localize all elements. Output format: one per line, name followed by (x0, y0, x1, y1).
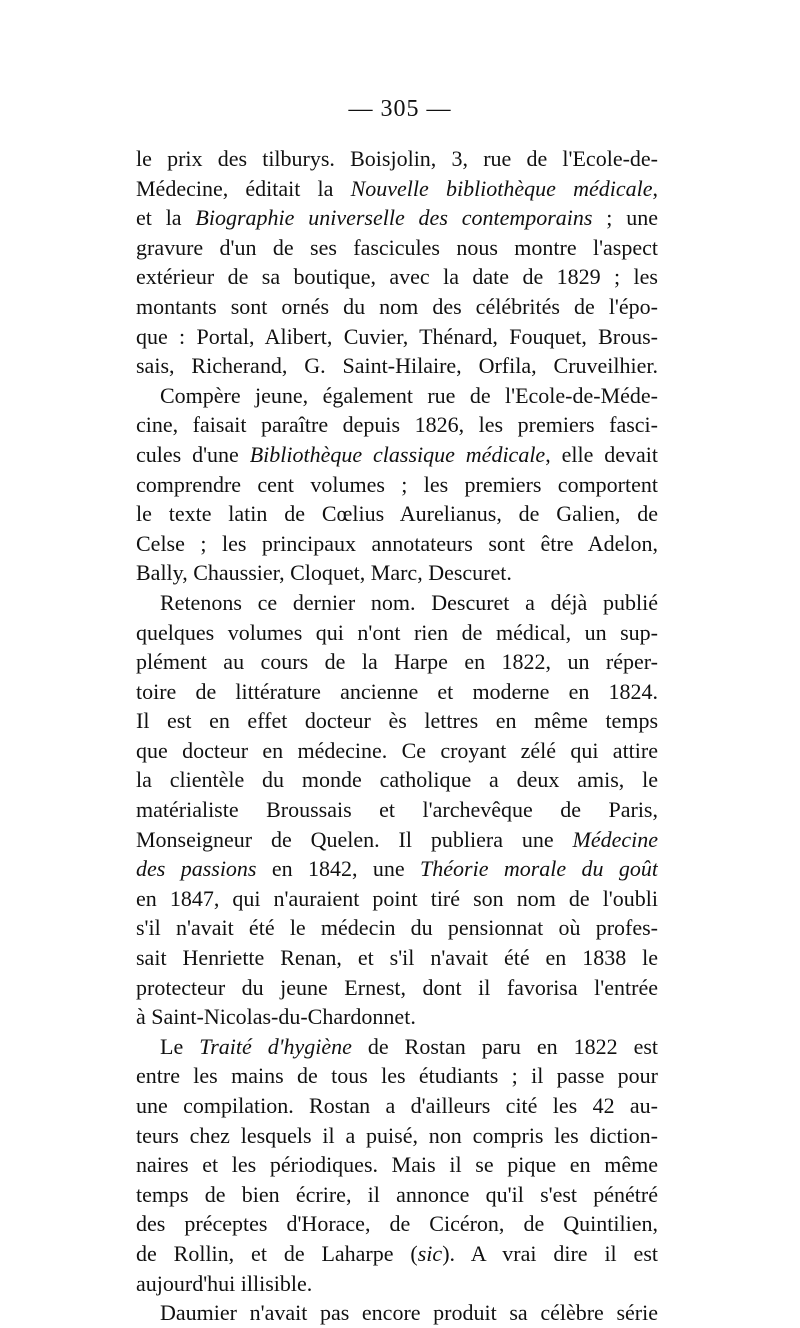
text-line: Bally, Chaussier, Cloquet, Marc, Descuret. (136, 560, 512, 586)
text-line: une compilation. Rostan a d'ailleurs cité les 42 au- (136, 1093, 658, 1118)
paragraph-5 (136, 1298, 658, 1328)
text-line: plément au cours de la Harpe en 1822, un réper- (136, 649, 658, 675)
text-line: protecteur du jeune Ernest, dont il favorisa l'entrée (136, 974, 658, 1000)
text-line: aujourd'hui illisible. (136, 1270, 313, 1296)
text-line: Retenons ce dernier nom. Descuret a déjà publié (160, 589, 658, 615)
text-line: en 1847, qui n'auraient point tiré son nom de l'oubli (136, 885, 658, 911)
paragraph-3 (136, 588, 658, 1032)
text-line: le texte latin de Cœlius Aurelianus, de Galien, de (136, 501, 658, 527)
paragraph-2 (136, 381, 658, 588)
text-line: et la Biographie universelle des contemporains ; une (136, 205, 658, 231)
italic-title: Bibliothèque classique médicale (249, 441, 546, 467)
text-line: Compère jeune, également rue de l'Ecole-de-Méde- (160, 382, 658, 408)
text-line: la clientèle du monde catholique a deux amis, le (136, 767, 658, 793)
text-line: sait Henriette Renan, et s'il n'avait été en 1838 le (136, 945, 658, 971)
text-line: des passions en 1842, une Théorie morale du goût (136, 856, 658, 882)
italic-title: Nouvelle bibliothèque médicale (350, 175, 653, 201)
text-line: Celse ; les principaux annotateurs sont être Adelon, (136, 530, 658, 556)
body-text (136, 144, 658, 1328)
text-line: quelques volumes qui n'ont rien de médical, un sup- (136, 619, 658, 645)
text-line: sais, Richerand, G. Saint-Hilaire, Orfila, Cruveilhier. (136, 353, 658, 379)
text-line: s'il n'avait été le médecin du pensionnat où profes- (136, 915, 658, 941)
italic-title: sic (417, 1240, 443, 1266)
text-line: toire de littérature ancienne et moderne en 1824. (136, 678, 658, 704)
text-line: comprendre cent volumes ; les premiers comportent (136, 471, 658, 497)
text-line: naires et les périodiques. Mais il se pique en même (136, 1152, 658, 1178)
italic-title: Biographie universelle des contemporains (195, 205, 593, 231)
italic-title: Théorie morale du goût (420, 856, 658, 882)
text-line: montants sont ornés du nom des célébrités de l'épo- (136, 293, 658, 319)
text-line: des préceptes d'Horace, de Cicéron, de Quintilien, (136, 1211, 658, 1237)
page-number: — 305 — (348, 96, 452, 122)
text-line: que : Portal, Alibert, Cuvier, Thénard, Fouquet, Brous- (136, 323, 658, 349)
text-line: Le Traité d'hygiène de Rostan paru en 1822 est (160, 1033, 658, 1059)
italic-title: Médecine (572, 826, 658, 852)
text-line: entre les mains de tous les étudiants ; il passe pour (136, 1063, 658, 1089)
paragraph-1 (136, 144, 658, 381)
text-line: cine, faisait paraître depuis 1826, les premiers fasci- (136, 412, 658, 438)
text-line: cules d'une Bibliothèque classique médicale, elle devait (136, 441, 658, 467)
paragraph-4 (136, 1032, 658, 1298)
text-line: temps de bien écrire, il annonce qu'il s'est pénétré (136, 1181, 658, 1207)
text-line: extérieur de sa boutique, avec la date de 1829 ; les (136, 264, 658, 290)
italic-title: Traité d'hygiène (199, 1033, 352, 1059)
text-line: matérialiste Broussais et l'archevêque de Paris, (136, 797, 658, 823)
italic-title: des passions (136, 856, 257, 882)
text-line: gravure d'un de ses fascicules nous montre l'aspect (136, 234, 658, 260)
text-line: Il est en effet docteur ès lettres en même temps (136, 708, 658, 734)
text-line: le prix des tilburys. Boisjolin, 3, rue de l'Ecole-de- (136, 146, 658, 171)
text-line: de Rollin, et de Laharpe (sic). A vrai dire il est (136, 1240, 658, 1266)
text-line: Monseigneur de Quelen. Il publiera une Médecine (136, 826, 658, 852)
text-line: que docteur en médecine. Ce croyant zélé qui attire (136, 737, 658, 763)
text-line: à Saint-Nicolas-du-Chardonnet. (136, 1004, 416, 1030)
text-line: Médecine, éditait la Nouvelle bibliothèque médicale, (136, 175, 658, 201)
text-line: teurs chez lesquels il a puisé, non compris les diction- (136, 1122, 658, 1148)
text-line: Daumier n'avait pas encore produit sa célèbre série (160, 1300, 658, 1326)
